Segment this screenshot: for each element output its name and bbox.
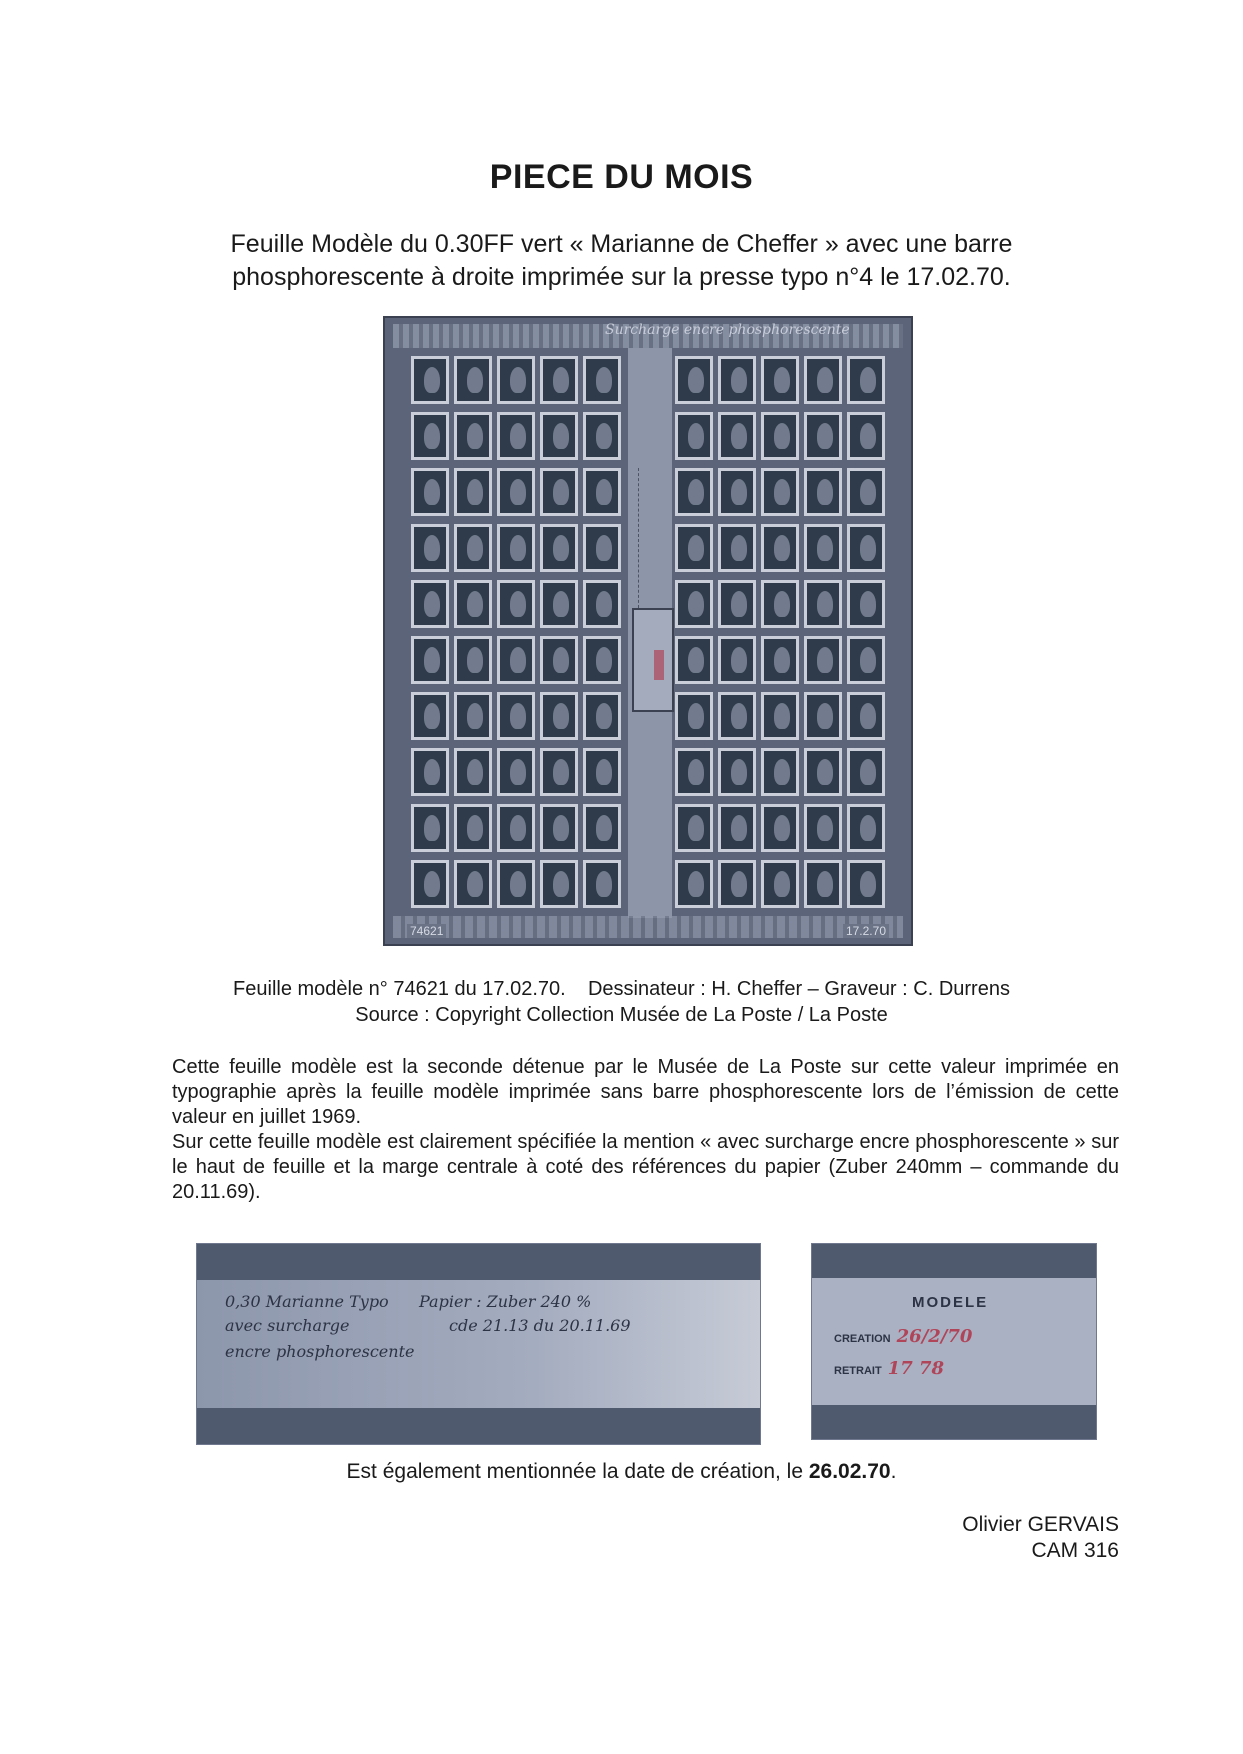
note-prefix: Est également mentionnée la date de création, le <box>346 1460 809 1483</box>
stamp <box>675 356 713 404</box>
stamp <box>411 356 449 404</box>
stamp <box>761 860 799 908</box>
stamp <box>411 860 449 908</box>
stamp <box>675 636 713 684</box>
stamp <box>804 412 842 460</box>
stamp <box>583 860 621 908</box>
stamp <box>675 412 713 460</box>
stamp <box>804 580 842 628</box>
stamp <box>761 356 799 404</box>
stamp <box>540 804 578 852</box>
stamp <box>411 412 449 460</box>
stamp <box>583 748 621 796</box>
retrait-value: 17 78 <box>887 1358 945 1379</box>
stamp <box>761 636 799 684</box>
stamp <box>497 804 535 852</box>
page-title: PIECE DU MOIS <box>489 158 754 196</box>
stamp <box>718 636 756 684</box>
central-gutter <box>628 348 672 918</box>
stamp <box>411 804 449 852</box>
detail-photo-modele-box <box>811 1243 1097 1440</box>
stamp <box>454 412 492 460</box>
stamp <box>718 860 756 908</box>
stamp <box>454 748 492 796</box>
handwriting-line-5: cde 21.13 du 20.11.69 <box>449 1316 631 1335</box>
sheet-number: 74621 <box>407 924 446 938</box>
subtitle <box>150 228 1093 294</box>
stamp <box>718 580 756 628</box>
stamp <box>497 412 535 460</box>
stamp <box>454 580 492 628</box>
stamp <box>847 412 885 460</box>
stamp <box>497 356 535 404</box>
handwriting-line-3: encre phosphorescente <box>225 1342 415 1361</box>
stamp <box>675 468 713 516</box>
stamp <box>675 748 713 796</box>
subtitle-line-1: Feuille Modèle du 0.30FF vert « Marianne de Cheffer » avec une barre <box>230 230 1013 258</box>
stamp <box>540 692 578 740</box>
stamp <box>718 692 756 740</box>
stamp <box>675 860 713 908</box>
stamp <box>583 412 621 460</box>
author-name: Olivier GERVAIS <box>962 1513 1119 1536</box>
stamp <box>718 468 756 516</box>
creation-line <box>834 1326 972 1347</box>
stamp <box>454 692 492 740</box>
stamp-strip-top <box>197 1244 760 1280</box>
gutter-handwriting <box>638 468 663 608</box>
body-paragraph-2: Sur cette feuille modèle est clairement spécifiée la mention « avec surcharge encre phosphorescente » sur le haut de feuille et la marge centrale à coté des références du papier (Zuber 240mm – commande du 20.11.69). <box>172 1131 1119 1203</box>
stamp <box>761 804 799 852</box>
stamp <box>583 580 621 628</box>
stamp <box>540 636 578 684</box>
stamp <box>540 412 578 460</box>
stamp <box>804 468 842 516</box>
handwriting-line-1: 0,30 Marianne Typo <box>225 1292 389 1311</box>
stamp <box>847 468 885 516</box>
stamp <box>761 748 799 796</box>
note-suffix: . <box>890 1460 897 1483</box>
stamp <box>847 804 885 852</box>
stamp <box>454 860 492 908</box>
stamp <box>847 860 885 908</box>
stamp-strip-bottom <box>812 1405 1096 1439</box>
stamp <box>497 748 535 796</box>
modele-label: MODELE <box>912 1294 989 1311</box>
subtitle-line-2: phosphorescente à droite imprimée sur la presse typo n°4 le 17.02.70. <box>232 263 1011 291</box>
stamp <box>497 692 535 740</box>
stamp <box>718 356 756 404</box>
stamp <box>540 356 578 404</box>
stamp <box>804 524 842 572</box>
stamp <box>761 468 799 516</box>
stamp <box>761 580 799 628</box>
stamp <box>718 804 756 852</box>
image-caption <box>100 976 1143 1028</box>
stamp <box>497 860 535 908</box>
stamp-sheet-photo <box>383 316 913 946</box>
stamp <box>497 580 535 628</box>
creation-value: 26/2/70 <box>896 1326 973 1347</box>
body-paragraph-1: Cette feuille modèle est la seconde détenue par le Musée de La Poste sur cette valeur imprimée en typographie après la feuille modèle imprimée sans barre phosphorescente lors de l’émission de cette valeur en juillet 1969. <box>172 1056 1119 1128</box>
stamp <box>411 748 449 796</box>
stamp <box>583 524 621 572</box>
stamp <box>847 356 885 404</box>
stamp <box>847 692 885 740</box>
stamp <box>540 580 578 628</box>
detail-photo-gutter-notes <box>196 1243 761 1445</box>
stamp <box>675 524 713 572</box>
stamp <box>718 748 756 796</box>
stamp <box>847 636 885 684</box>
caption-line-1: Feuille modèle n° 74621 du 17.02.70. Dessinateur : H. Cheffer – Graveur : C. Durrens <box>233 978 1010 1000</box>
stamp <box>454 804 492 852</box>
sheet-top-handwriting: Surcharge encre phosphorescente <box>605 322 850 338</box>
stamp <box>497 524 535 572</box>
sheet-date: 17.2.70 <box>843 924 889 938</box>
stamp <box>718 524 756 572</box>
caption-line-2: Source : Copyright Collection Musée de La Poste / La Poste <box>355 1004 888 1026</box>
stamp <box>804 636 842 684</box>
stamp <box>675 580 713 628</box>
stamp <box>454 524 492 572</box>
stamp <box>540 468 578 516</box>
stamp <box>583 636 621 684</box>
stamp <box>761 412 799 460</box>
retrait-line <box>834 1358 944 1379</box>
left-stamp-pane <box>411 356 621 908</box>
stamp <box>540 524 578 572</box>
stamp <box>540 748 578 796</box>
signature-block <box>962 1512 1119 1564</box>
stamp <box>804 692 842 740</box>
stamp <box>583 804 621 852</box>
modele-stamp-box <box>632 608 674 712</box>
stamp <box>411 468 449 516</box>
stamp <box>497 468 535 516</box>
stamp <box>847 748 885 796</box>
stamp <box>804 356 842 404</box>
stamp <box>411 636 449 684</box>
stamp-strip-top <box>812 1244 1096 1278</box>
stamp <box>583 692 621 740</box>
stamp <box>804 804 842 852</box>
stamp <box>411 524 449 572</box>
body-text <box>172 1055 1119 1205</box>
handwriting-line-4: Papier : Zuber 240 % <box>419 1292 592 1311</box>
stamp <box>718 412 756 460</box>
stamp <box>847 524 885 572</box>
right-stamp-pane <box>675 356 885 908</box>
handwriting-line-2: avec surcharge <box>225 1316 350 1335</box>
closing-note <box>0 1460 1243 1484</box>
stamp <box>804 748 842 796</box>
stamp <box>454 636 492 684</box>
stamp <box>411 692 449 740</box>
stamp <box>454 356 492 404</box>
stamp <box>454 468 492 516</box>
note-date: 26.02.70 <box>808 1460 891 1483</box>
stamp <box>804 860 842 908</box>
author-reference: CAM 316 <box>1031 1539 1119 1562</box>
stamp <box>583 468 621 516</box>
stamp <box>847 580 885 628</box>
stamp <box>583 356 621 404</box>
red-handwriting-mark <box>654 650 664 680</box>
stamp <box>675 692 713 740</box>
stamp <box>675 804 713 852</box>
creation-label: CREATION <box>834 1333 891 1345</box>
stamp <box>540 860 578 908</box>
stamp-strip-bottom <box>197 1408 760 1444</box>
retrait-label: RETRAIT <box>834 1365 882 1377</box>
stamp <box>761 692 799 740</box>
stamp <box>761 524 799 572</box>
stamp <box>497 636 535 684</box>
stamp <box>411 580 449 628</box>
sheet-bottom-margin <box>393 916 903 938</box>
